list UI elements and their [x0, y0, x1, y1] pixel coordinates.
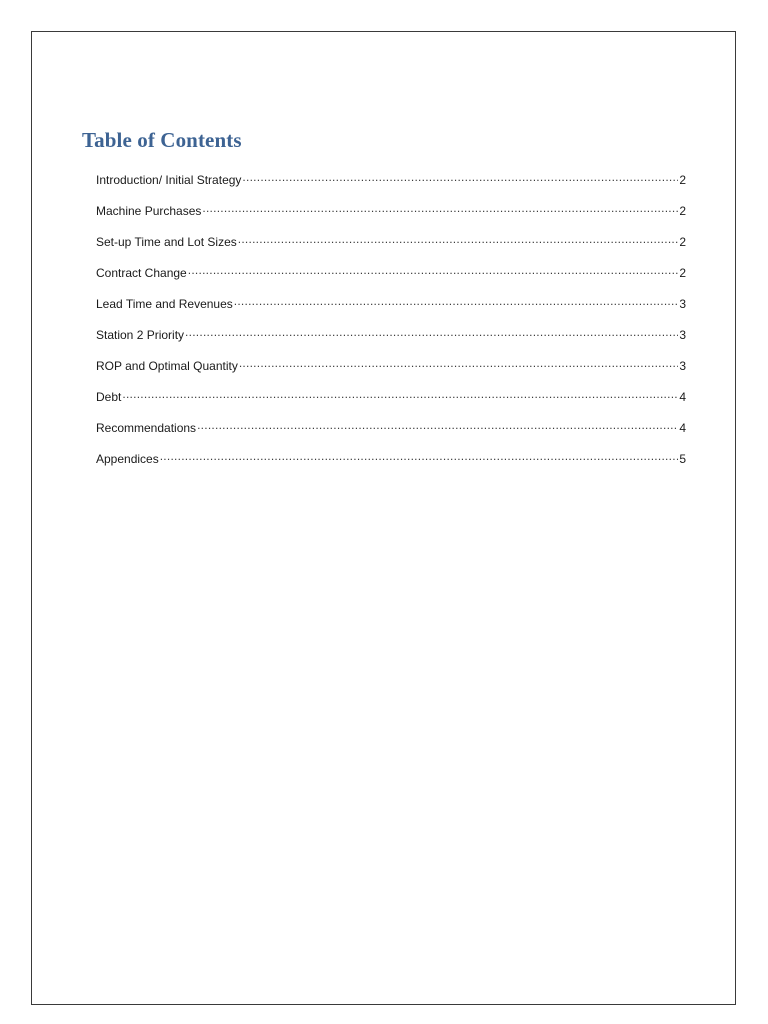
toc-entry-label: Debt [96, 390, 122, 404]
toc-dot-leader [188, 265, 679, 277]
toc-dot-leader [185, 327, 678, 339]
toc-entry-setup-time[interactable] [96, 234, 686, 265]
toc-entry-label: Contract Change [96, 266, 187, 280]
toc-entry-page-number: 5 [679, 452, 686, 466]
toc-title: Table of Contents [82, 128, 242, 152]
toc-entry-lead-time[interactable] [96, 296, 686, 327]
toc-entry-debt[interactable] [96, 389, 686, 420]
toc-dot-leader [234, 296, 679, 308]
toc-dot-leader [239, 358, 678, 370]
toc-entry-page-number: 3 [679, 359, 686, 373]
toc-entry-page-number: 2 [679, 235, 686, 249]
toc-entry-contract-change[interactable] [96, 265, 686, 296]
document-page [31, 31, 736, 1005]
toc-entry-label: Lead Time and Revenues [96, 297, 233, 311]
toc-entry-page-number: 2 [679, 266, 686, 280]
toc-dot-leader [238, 234, 679, 246]
toc-dot-leader [242, 172, 678, 184]
toc-entry-appendices[interactable] [96, 451, 686, 482]
toc-dot-leader [197, 420, 678, 432]
toc-entry-label: ROP and Optimal Quantity [96, 359, 238, 373]
toc-entry-label: Machine Purchases [96, 204, 202, 218]
toc-entry-page-number: 3 [679, 328, 686, 342]
toc-list [96, 172, 686, 482]
toc-entry-station-2-priority[interactable] [96, 327, 686, 358]
toc-entry-page-number: 4 [679, 421, 686, 435]
toc-entry-label: Set-up Time and Lot Sizes [96, 235, 237, 249]
toc-entry-page-number: 3 [679, 297, 686, 311]
toc-dot-leader [122, 389, 678, 401]
toc-entry-label: Introduction/ Initial Strategy [96, 173, 242, 187]
toc-entry-introduction[interactable] [96, 172, 686, 203]
toc-entry-label: Appendices [96, 452, 159, 466]
toc-entry-page-number: 2 [679, 173, 686, 187]
toc-dot-leader [160, 451, 679, 463]
toc-entry-machine-purchases[interactable] [96, 203, 686, 234]
toc-entry-label: Station 2 Priority [96, 328, 185, 342]
toc-entry-page-number: 4 [679, 390, 686, 404]
toc-dot-leader [202, 203, 678, 215]
toc-entry-label: Recommendations [96, 421, 197, 435]
toc-entry-rop-optimal-quantity[interactable] [96, 358, 686, 389]
toc-entry-page-number: 2 [679, 204, 686, 218]
toc-entry-recommendations[interactable] [96, 420, 686, 451]
